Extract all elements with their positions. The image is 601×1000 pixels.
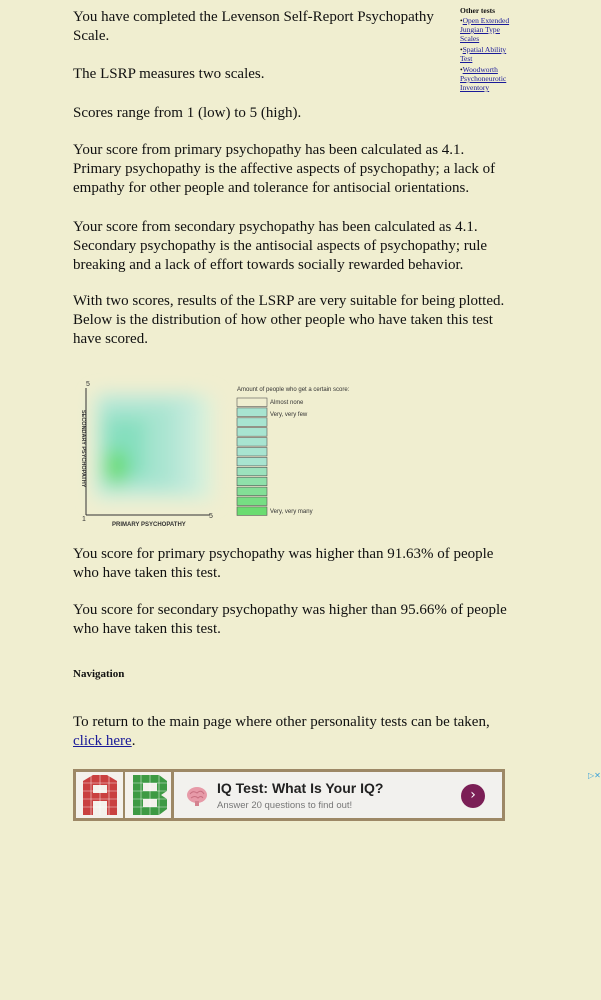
x-tick-min: 1 — [82, 516, 86, 523]
advertisement-banner[interactable] — [73, 769, 601, 821]
legend-low-label: Almost none — [270, 400, 304, 406]
legend-step-box — [237, 467, 267, 476]
other-test-item — [460, 16, 520, 43]
x-tick-max: 5 — [209, 513, 213, 520]
brain-icon — [184, 783, 210, 809]
other-tests-heading: Other tests — [460, 6, 496, 15]
ad-content[interactable] — [174, 771, 601, 818]
x-axis-label: PRIMARY PSYCHOPATHY — [112, 522, 186, 528]
click-here-link[interactable]: click here — [73, 733, 132, 749]
legend-step-box — [237, 487, 267, 496]
spatial-ability-link[interactable]: Spatial Ability Test — [460, 45, 507, 63]
legend-mid-label: Very, very few — [270, 412, 308, 418]
open-extended-jungian-link[interactable]: Open Extended Jungian Type Scales — [460, 16, 510, 43]
ad-subtitle: Answer 20 questions to find out! — [217, 800, 353, 811]
woodworth-link[interactable]: Woodworth Psychoneurotic Inventory — [460, 65, 507, 92]
legend-step-box — [237, 418, 267, 427]
ad-logo-image — [73, 769, 173, 821]
legend-step-box — [237, 457, 267, 466]
secondary-score-text: Your score from secondary psychopathy has been calculated as 4.1. Secondary psychopathy is the antisocial aspects of psychopathy; rule breaking and a lack of effort towards socially rewarded behavior. — [73, 219, 488, 273]
y-axis-label: SECONDARY PSYCHOPATHY — [80, 410, 86, 488]
return-text-after: . — [131, 733, 136, 749]
navigation-heading: Navigation — [73, 668, 125, 680]
chevron-right-icon[interactable]: › — [461, 784, 485, 808]
other-tests-sidebar — [460, 6, 520, 94]
legend-step-box — [237, 408, 267, 417]
scales-text: The LSRP measures two scales. — [73, 66, 265, 82]
legend-step-box — [237, 477, 267, 486]
secondary-percentile-text: You score for secondary psychopathy was higher than 95.66% of people who have taken this test. — [73, 602, 507, 637]
plot-intro-text: With two scores, results of the LSRP are very suitable for being plotted. Below is the distribution of how other people who have taken this test have scored. — [73, 293, 505, 347]
legend-step-box — [237, 428, 267, 437]
legend-title: Amount of people who get a certain score: — [237, 387, 350, 393]
ad-title[interactable]: IQ Test: What Is Your IQ? — [217, 780, 384, 796]
return-text-before: To return to the main page where other personality tests can be taken, — [73, 714, 490, 730]
score-range-text: Scores range from 1 (low) to 5 (high). — [73, 105, 302, 121]
legend-step-box — [237, 507, 267, 516]
legend-high-label: Very, very many — [270, 509, 313, 515]
distribution-chart — [72, 370, 522, 535]
primary-percentile-text: You score for primary psychopathy was higher than 91.63% of people who have taken this test. — [73, 546, 494, 581]
legend-step-box — [237, 398, 267, 407]
y-tick-max: 5 — [86, 381, 90, 388]
other-tests-list — [460, 16, 520, 92]
other-test-item — [460, 45, 520, 63]
return-text — [73, 713, 513, 751]
legend-step-box — [237, 438, 267, 447]
completion-text: You have completed the Levenson Self-Report Psychopathy Scale. — [73, 9, 434, 44]
legend-step-box — [237, 448, 267, 457]
heatmap-density — [94, 394, 212, 500]
legend-step-box — [237, 497, 267, 506]
other-test-item — [460, 65, 520, 92]
primary-score-text: Your score from primary psychopathy has been calculated as 4.1. Primary psychopathy is the affective aspects of psychopathy; a lack of empathy for other people and tolerance for antisocial orientations. — [73, 142, 496, 196]
legend-scale — [237, 398, 267, 515]
ad-close-icon[interactable]: ▷✕ — [588, 771, 601, 780]
distribution-chart-svg — [72, 370, 522, 535]
